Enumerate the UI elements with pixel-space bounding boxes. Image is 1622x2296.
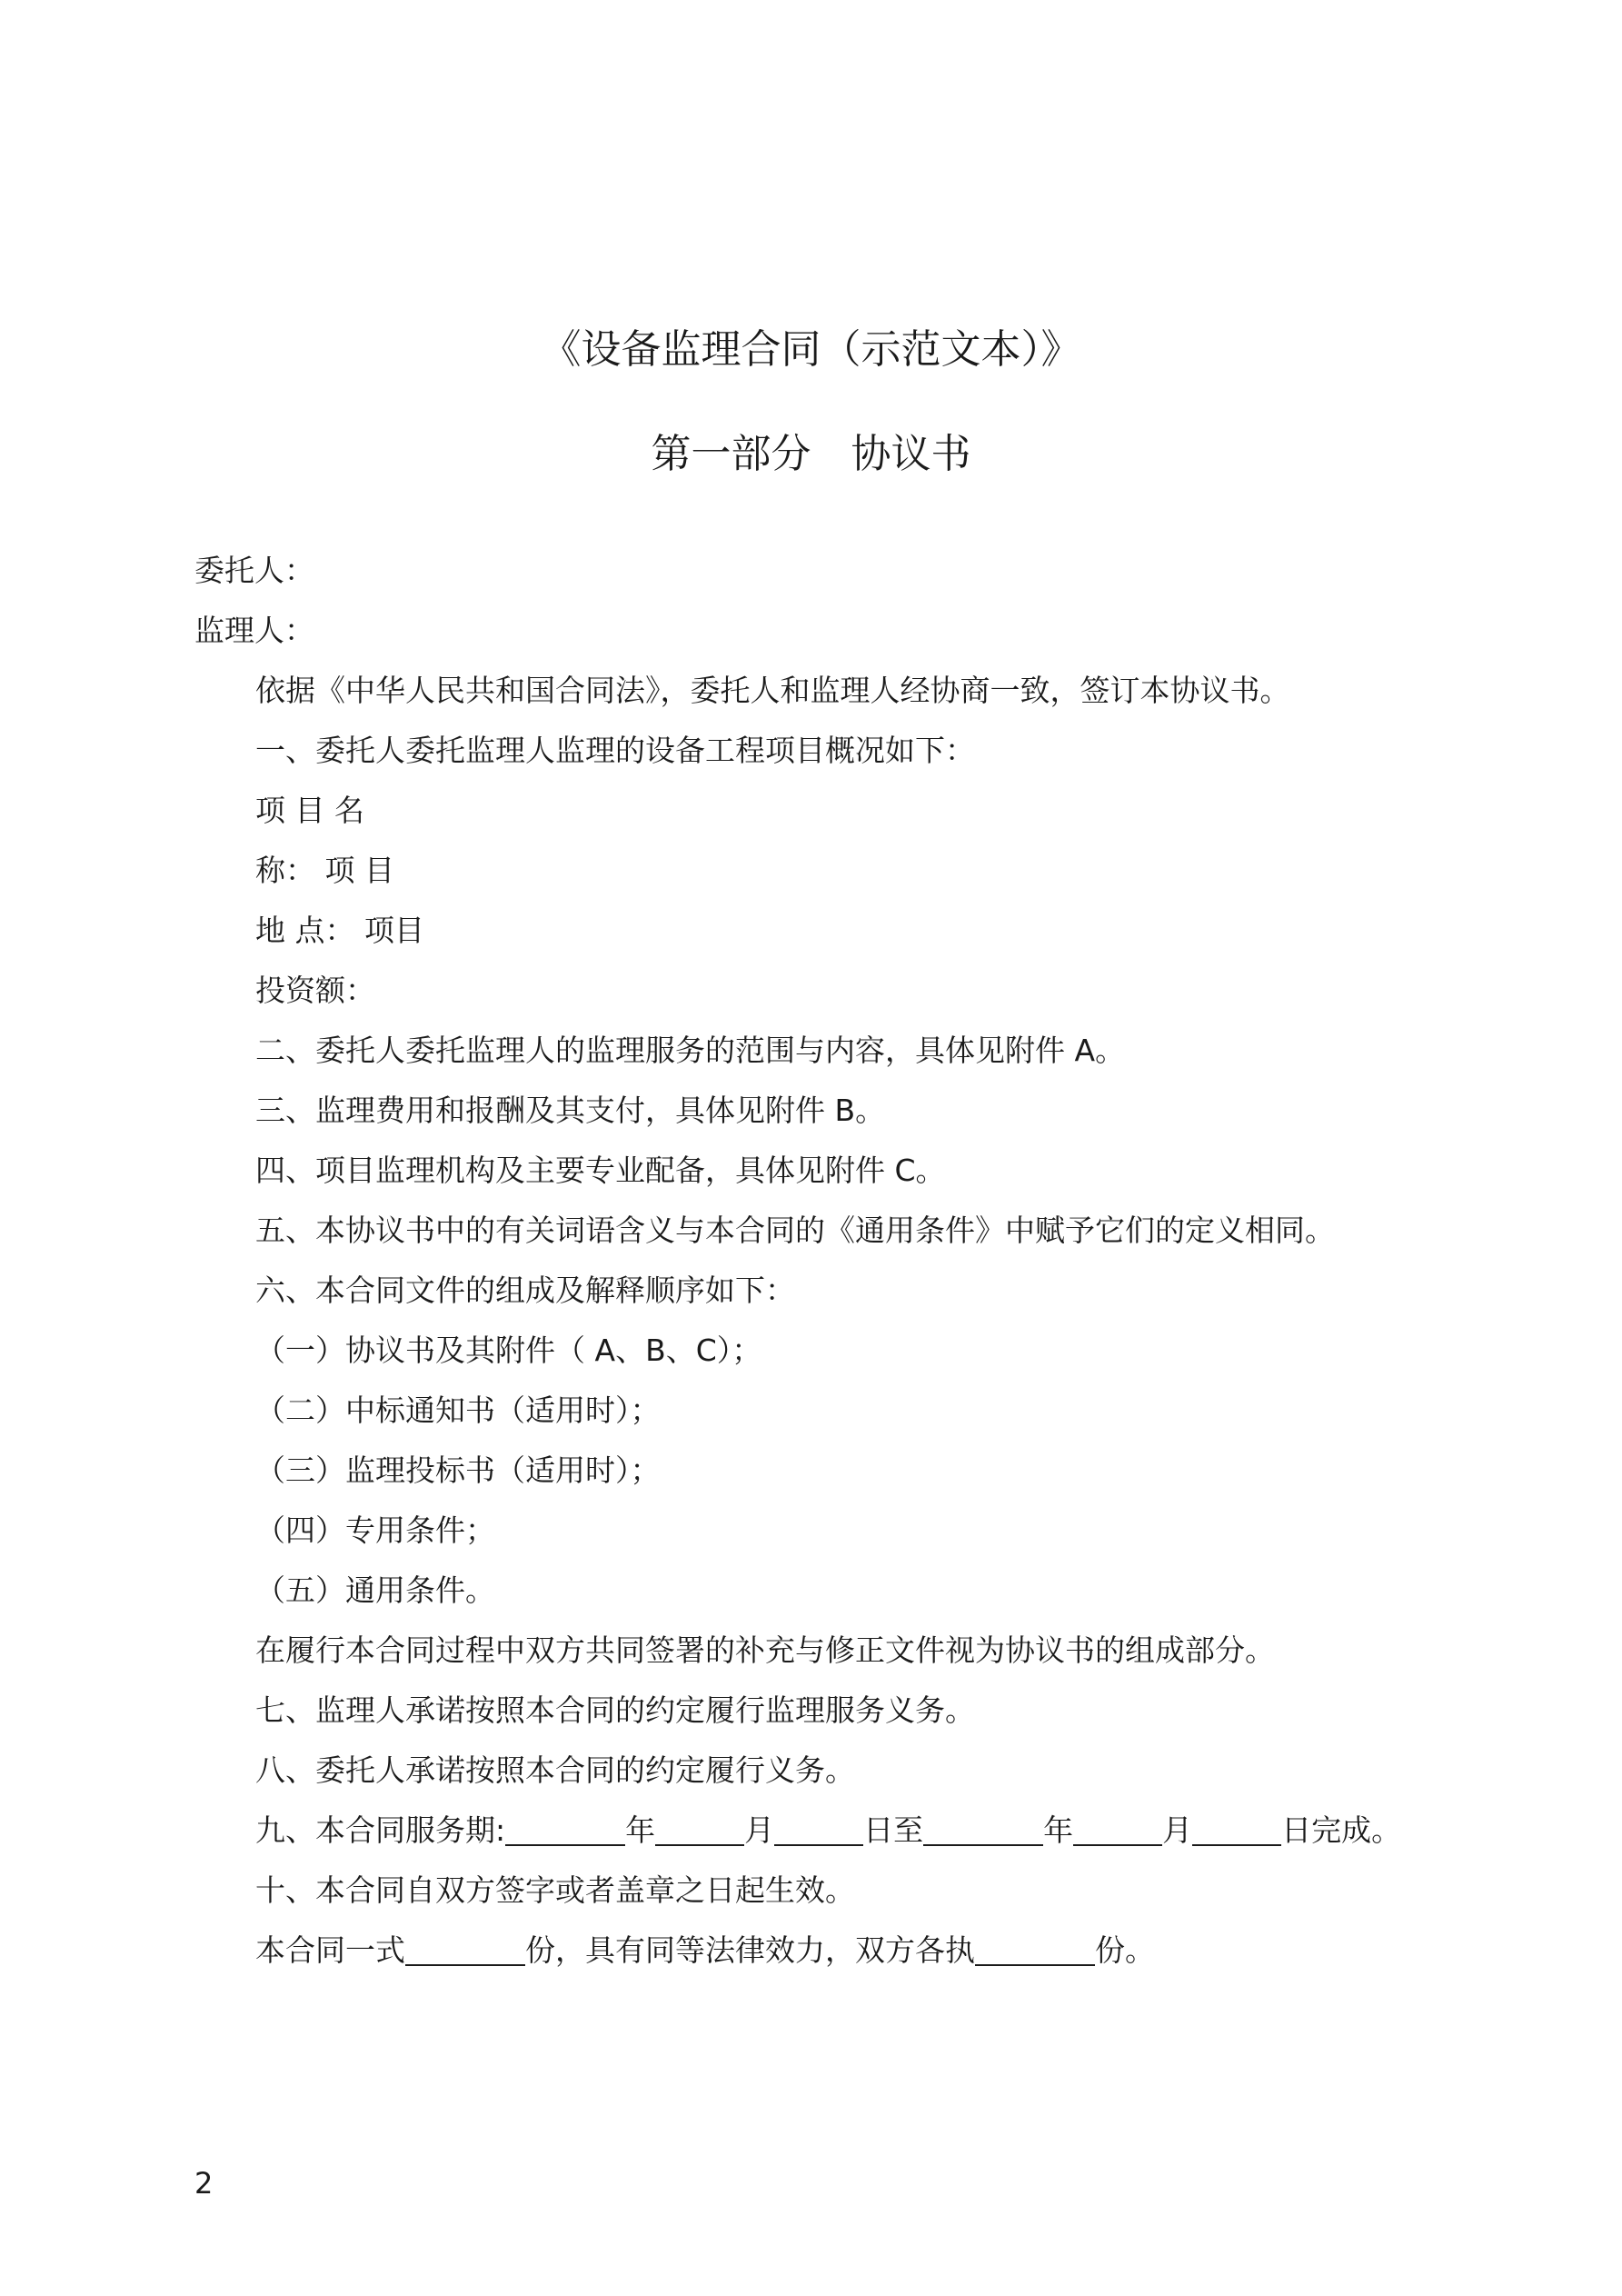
clause-3: 三、监理费用和报酬及其支付，具体见附件 B。 xyxy=(255,1093,886,1128)
clause-8: 八、委托人承诺按照本合同的约定履行义务。 xyxy=(255,1752,855,1788)
paragraph: 在履行本合同过程中双方共同签署的补充与修正文件视为协议书的组成部分。 xyxy=(255,1632,1275,1668)
clause-5: 五、本协议书中的有关词语含义与本合同的《通用条件》中赋予它们的定义相同。 xyxy=(255,1213,1335,1248)
copies-mid: 份，具有同等法律效力，双方各执 xyxy=(525,1932,975,1968)
clause-6: 六、本合同文件的组成及解释顺序如下： xyxy=(255,1273,795,1308)
month-label: 月 xyxy=(1162,1812,1193,1848)
each-party-copies-blank[interactable] xyxy=(975,1928,1095,1966)
clause-7: 七、监理人承诺按照本合同的约定履行监理服务义务。 xyxy=(255,1692,975,1728)
start-month-blank[interactable] xyxy=(655,1808,744,1846)
project-name-label: 项 目 名 xyxy=(255,793,364,828)
clause-10: 十、本合同自双方签字或者盖章之日起生效。 xyxy=(255,1872,855,1908)
clause-4: 四、项目监理机构及主要专业配备，具体见附件 C。 xyxy=(255,1153,946,1188)
term-prefix: 九、本合同服务期: xyxy=(255,1812,506,1848)
project-name-label-cont: 称： 项 目 xyxy=(255,853,394,888)
agreement-body xyxy=(194,541,1467,1981)
project-location-label: 地 点： 项目 xyxy=(255,913,424,948)
copies-suffix: 份。 xyxy=(1095,1932,1155,1968)
end-day-blank[interactable] xyxy=(1192,1808,1281,1846)
principal-line: 委托人： xyxy=(194,553,314,588)
document-item: （二）中标通知书（适用时）； xyxy=(255,1393,661,1428)
copies-line xyxy=(194,1921,1467,1981)
document-item: （四）专用条件； xyxy=(255,1512,495,1548)
day-to-label: 日至 xyxy=(863,1812,924,1848)
document-item: （三）监理投标书（适用时）； xyxy=(255,1452,661,1488)
clause-9-service-term xyxy=(194,1801,1467,1861)
month-label: 月 xyxy=(744,1812,775,1848)
clause-1: 一、委托人委托监理人监理的设备工程项目概况如下： xyxy=(255,733,975,768)
year-label: 年 xyxy=(625,1812,656,1848)
total-copies-blank[interactable] xyxy=(405,1928,525,1966)
supervisor-line: 监理人： xyxy=(194,613,314,648)
document-item: （五）通用条件。 xyxy=(255,1572,495,1608)
day-complete-label: 日完成。 xyxy=(1281,1812,1402,1848)
copies-prefix: 本合同一式 xyxy=(255,1932,405,1968)
page-number: 2 xyxy=(194,2166,214,2201)
investment-label: 投资额： xyxy=(255,973,375,1008)
start-day-blank[interactable] xyxy=(774,1808,863,1846)
clause-2: 二、委托人委托监理人的监理服务的范围与内容，具体见附件 A。 xyxy=(255,1033,1126,1068)
document-title: 《设备监理合同（示范文本）》 xyxy=(541,326,1081,373)
year-label: 年 xyxy=(1043,1812,1074,1848)
paragraph: 依据《中华人民共和国合同法》，委托人和监理人经协商一致，签订本协议书。 xyxy=(255,673,1290,708)
document-item: （一）协议书及其附件（ A、B、C）； xyxy=(255,1333,762,1368)
start-year-blank[interactable] xyxy=(505,1808,625,1846)
end-year-blank[interactable] xyxy=(923,1808,1043,1846)
section-heading: 第一部分 协议书 xyxy=(651,431,971,477)
end-month-blank[interactable] xyxy=(1073,1808,1162,1846)
